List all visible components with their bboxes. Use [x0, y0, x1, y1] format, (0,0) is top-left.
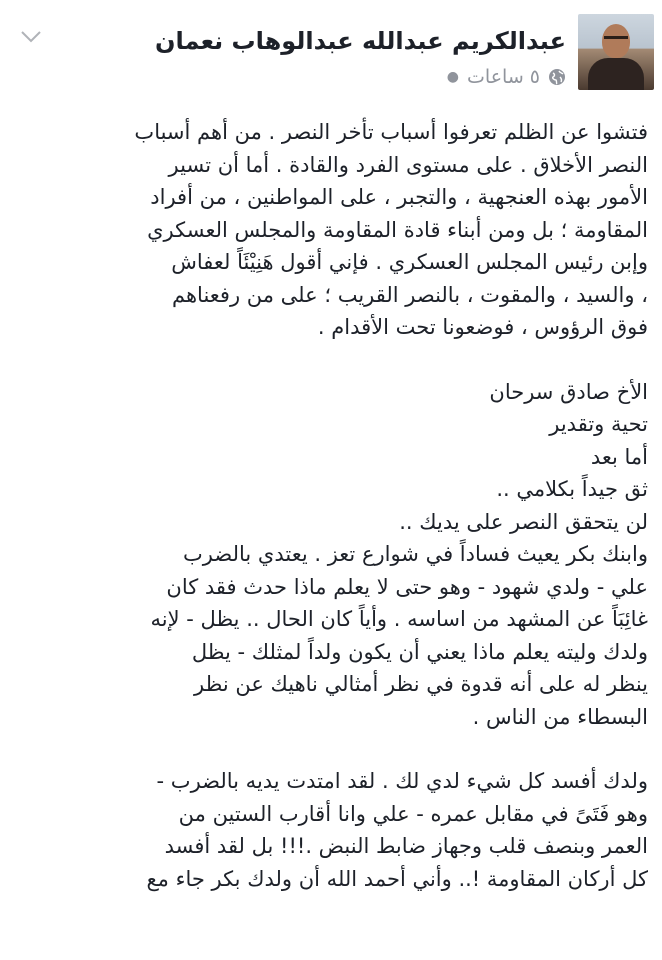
text-line: وابنك بكر يعيث فساداً في شوارع تعز . يعتدي بالضرب — [183, 542, 648, 566]
text-line: ، والسيد ، والمقوت ، بالنصر القريب ؛ على من رفعناهم — [172, 282, 648, 307]
text-line: تحية وتقدير — [549, 412, 648, 436]
text-line: البسطاء من الناس . — [472, 704, 648, 729]
post-header — [0, 0, 662, 110]
text-line: ينظر له على أنه قدوة في نظر أمثالي ناهيك عن نظر — [194, 672, 648, 696]
text-line: ولدك أفسد كل شيء لدي لك . لقد امتدت يديه بالضرب - — [156, 769, 648, 793]
text-line: النصر الأخلاق . على مستوى الفرد والقادة . أما أن تسير — [168, 152, 648, 177]
text-line: وإبن رئيس المجلس العسكري . فإني أقول هَنِيْئَاً لعفاش — [171, 250, 648, 274]
text-line: وهو فَتَىً في مقابل عمره - علي وانا أقارب الستين من — [178, 801, 648, 826]
author-name[interactable]: عبدالكريم عبدالله عبدالوهاب نعمان — [155, 27, 566, 55]
post-timestamp[interactable]: ٥ ساعات — [467, 66, 540, 88]
post-meta — [447, 66, 566, 88]
globe-icon[interactable] — [548, 68, 566, 86]
text-line: ولدك وليته يعلم ماذا يعني أن يكون ولداً لمثلك - يظل — [191, 639, 648, 664]
text-line: كل أركان المقاومة !.. وأني أحمد الله أن ولدك بكر جاء مع — [146, 866, 648, 891]
avatar-body — [588, 58, 644, 90]
author-avatar[interactable] — [578, 14, 654, 90]
chevron-down-icon[interactable] — [20, 30, 42, 44]
avatar-glasses — [604, 36, 628, 45]
text-line: المقاومة ؛ بل ومن أبناء قادة المقاومة والمجلس العسكري — [147, 217, 648, 242]
post-paragraph-1 — [14, 116, 648, 344]
text-line: علي - ولدي شهود - وهو حتى لا يعلم ماذا حدث فقد كان — [166, 574, 648, 599]
post-paragraph-3 — [14, 765, 648, 895]
text-line: غائِبَاً عن المشهد من اساسه . وأياً كان الحال .. يظل - لإنه — [150, 607, 648, 631]
text-line: العمر وبنصف قلب وجهاز ضابط النبض .!!! بل لقد أفسد — [164, 834, 648, 858]
text-line: الأمور بهذه العنجهية ، والتجبر ، على المواطنين ، من أفراد — [150, 185, 648, 209]
text-line: لن يتحقق النصر على يديك .. — [399, 509, 648, 534]
text-line: ثق جيداً بكلامي .. — [496, 477, 648, 501]
text-line: فوق الرؤوس ، فوضعونا تحت الأقدام . — [317, 315, 648, 339]
post-body — [0, 116, 662, 895]
text-line: الأخ صادق سرحان — [489, 379, 648, 404]
text-line: أما بعد — [590, 444, 648, 469]
post-paragraph-2 — [14, 376, 648, 734]
text-line: فتشوا عن الظلم تعرفوا أسباب تأخر النصر . من أهم أسباب — [134, 120, 648, 144]
meta-separator-dot: ● — [446, 69, 460, 85]
